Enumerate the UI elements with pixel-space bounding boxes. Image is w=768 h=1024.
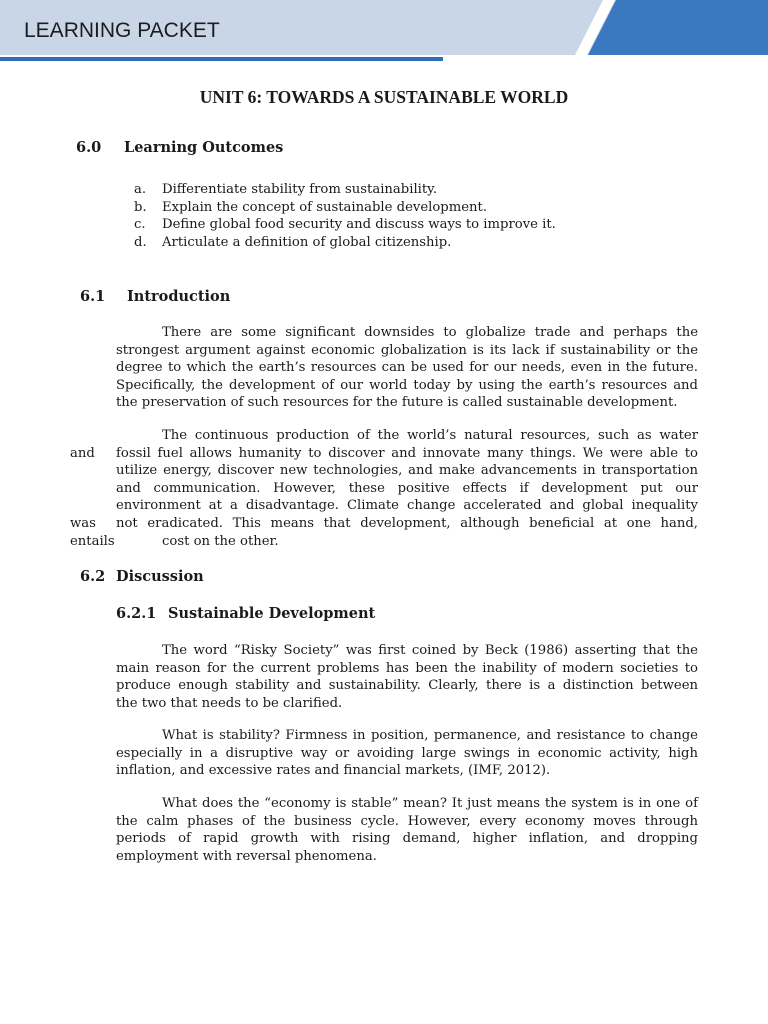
- list-item: b. Explain the concept of sustainable development.: [134, 199, 488, 215]
- section-title: Introduction: [127, 288, 231, 305]
- section-title: Sustainable Development: [168, 605, 376, 622]
- section-heading-6-2-1: [116, 605, 375, 622]
- section-title: Discussion: [116, 568, 204, 585]
- section-number: 6.0: [76, 139, 102, 156]
- section-heading-6-1: [80, 288, 230, 305]
- margin-word-was: was: [70, 516, 96, 531]
- list-item: c. Define global food security and discuss ways to improve it.: [134, 217, 556, 233]
- margin-word-and: and: [70, 446, 95, 461]
- section-number: 6.1: [80, 288, 106, 305]
- discussion-paragraph-3: What does the “economy is stable” mean? It just means the system is in one of the calm phases of the business cycle. However, every economy moves through periods of rapid growth with rising demand, higher inflation, and dropping employment with reversal phenomena.: [116, 796, 698, 864]
- intro-paragraph-1: There are some significant downsides to globalize trade and perhaps the strongest argument against economic globalization is its lack if sustainability or the degree to which the earth’s resources can be used for our needs, even in the future. Specifically, the development of our world today by using the earth’s resources and the preservation of such resources for the future is called sustainable development.: [116, 325, 698, 411]
- header-banner: [0, 0, 768, 62]
- section-number: 6.2.1: [116, 605, 157, 622]
- discussion-paragraph-2: What is stability? Firmness in position, permanence, and resistance to change especially in a disruptive way or avoiding large swings in economic activity, high inflation, and excessive rates and financial markets, (IMF, 2012).: [116, 728, 698, 779]
- section-number: 6.2: [80, 568, 106, 585]
- list-item: a. Differentiate stability from sustainability.: [134, 182, 438, 197]
- discussion-paragraph-1: The word “Risky Society” was first coined by Beck (1986) asserting that the main reason for the current problems has been the inability of modern societies to produce enough stability and sustainability. Clearly, there is a distinction between the two that needs to be clarified.: [116, 643, 698, 711]
- unit-title: UNIT 6: TOWARDS A SUSTAINABLE WORLD: [199, 87, 569, 107]
- section-heading-6-0: [76, 139, 283, 156]
- packet-title: LEARNING PACKET: [24, 19, 220, 42]
- banner-accent: [588, 0, 768, 55]
- learning-outcomes-list: [134, 181, 556, 251]
- banner-underline: [0, 57, 443, 61]
- list-item: d. Articulate a definition of global citizenship.: [134, 234, 452, 250]
- section-title: Learning Outcomes: [124, 139, 284, 156]
- intro-paragraph-2: The continuous production of the world’s natural resources, such as water fossil fuel allows humanity to discover and innovate many things. We were able to utilize energy, discover new technologies, and make advancements in transportation and communication. However, these positive effects if development put our environment at a disadvantage. Climate change accelerated and global inequality not eradicated. This means that development, although beneficial at one hand, cost on the other.: [116, 428, 698, 549]
- margin-word-entails: entails: [70, 534, 115, 549]
- section-heading-6-2: [80, 568, 204, 585]
